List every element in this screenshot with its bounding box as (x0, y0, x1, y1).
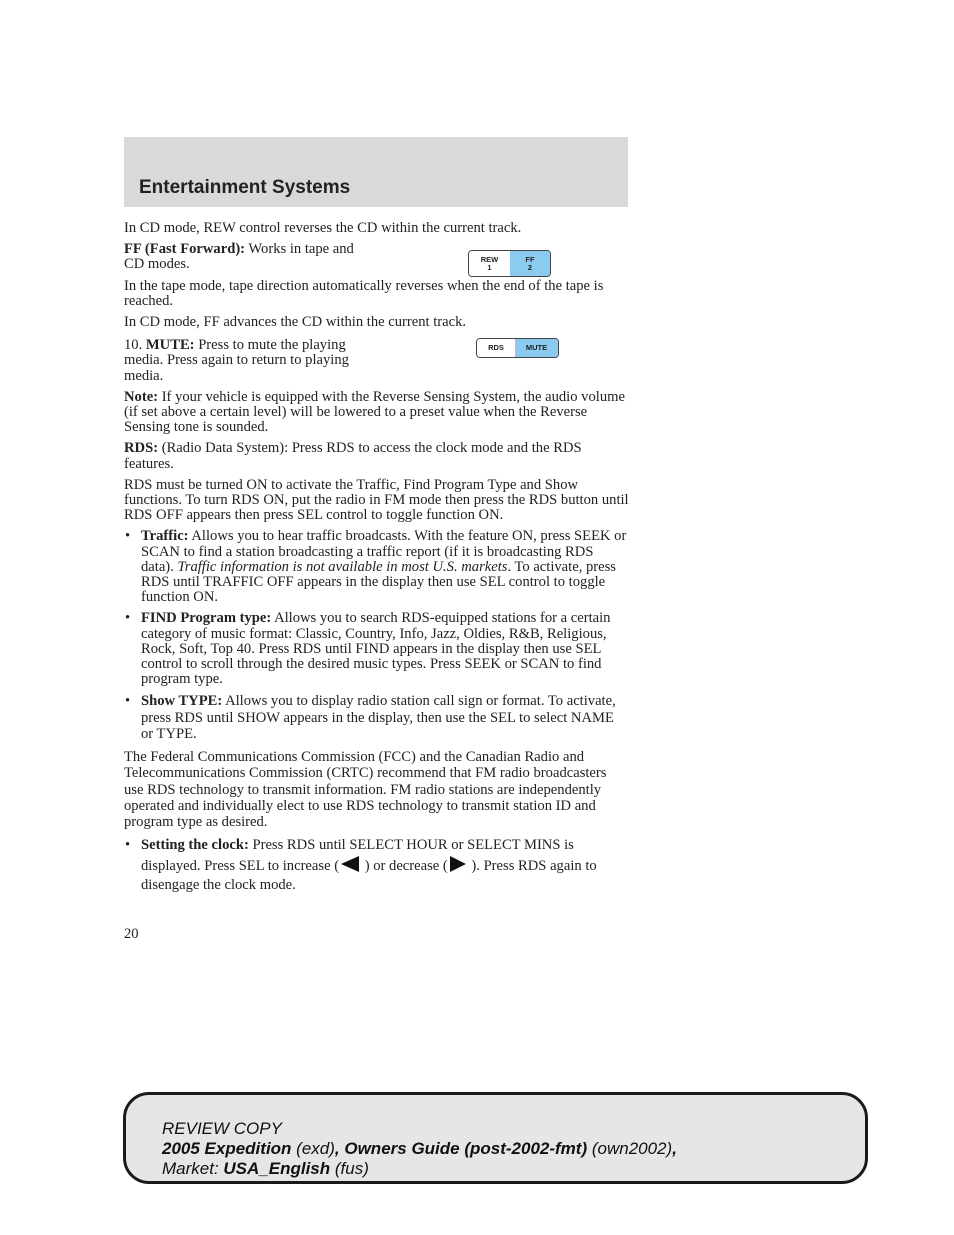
clock-text-2: ) or decrease ( (361, 857, 448, 874)
rds-button-label: RDS (488, 343, 504, 353)
ff-label: FF (Fast Forward): (124, 241, 246, 258)
note-label: Note: (124, 388, 159, 405)
note-paragraph (124, 390, 629, 436)
ff-paragraph (124, 242, 374, 272)
market-code: (fus) (330, 1159, 369, 1178)
rew-ff-button-diagram (468, 250, 551, 277)
mute-button (515, 339, 558, 357)
tape-ff-paragraph: In the tape mode, tape direction automatically reverses when the end of the tape is reached. (124, 277, 604, 309)
ff-button-label: FF (525, 254, 535, 264)
traffic-text-2: . To activate, press RDS until TRAFFIC OFF appears in the display then use SEL control to toggle function ON. (141, 558, 616, 606)
separator: , (334, 1139, 345, 1158)
traffic-label: Traffic: (141, 528, 189, 545)
guide-line (162, 1139, 677, 1159)
list-item-find (124, 611, 629, 687)
mute-number: 10. (124, 337, 146, 354)
rds-feature-list (124, 529, 629, 743)
footer-text (162, 1119, 677, 1179)
ff-row (124, 242, 629, 272)
rds-text: (Radio Data System): Press RDS to access the clock mode and the RDS features. (124, 440, 582, 472)
rew-button (469, 251, 510, 276)
rds-label: RDS: (124, 440, 159, 457)
mute-row (124, 338, 629, 384)
bullet-dot: • (125, 610, 131, 627)
find-label: FIND Program type: (141, 610, 272, 627)
market-name: USA_English (223, 1159, 331, 1178)
review-copy-line (162, 1119, 677, 1139)
rew-number: 1 (487, 262, 492, 272)
review-footer (123, 1092, 868, 1184)
review-copy: REVIEW COPY (162, 1119, 282, 1138)
find-text: Allows you to search RDS-equipped stations for a certain category of music format: Classic, Country, Info, Jazz, Oldies, R&B, Religious, Rock, Soft, Top 40. Press RDS until FIND appears in the display then use SEL control to scroll through the desired music types. Press SEEK or SCAN to find program type. (141, 610, 611, 688)
rew-label: REW (480, 254, 499, 264)
ff-text: Works in tape and CD modes. (124, 241, 354, 273)
cd-ff-paragraph: In CD mode, FF advances the CD within the current track. (124, 314, 467, 331)
section-header (124, 137, 628, 207)
separator: , (672, 1139, 677, 1158)
mute-button-label: MUTE (525, 343, 548, 353)
page-body (124, 221, 629, 902)
ff-number: 2 (527, 262, 533, 272)
rds-paragraph (124, 441, 629, 471)
clock-list (124, 836, 629, 896)
fcc-paragraph: The Federal Communications Commission (FCC) and the Canadian Radio and Telecommunications Commission (CRTC) recommend that FM radio broadcasters use RDS technology to transmit information. FM radio stations are independently operated and individually elect to use RDS technology to transmit station ID and program type as desired. (124, 748, 607, 831)
note-text: If your vehicle is equipped with the Reverse Sensing System, the audio volume (if set above a certain level) will be lowered to a preset value when the Reverse Sensing tone is sounded. (124, 388, 625, 436)
clock-text-3: ). Press RDS again to disengage the clock mode. (141, 857, 597, 894)
mute-text: Press to mute the playing media. Press again to return to playing media. (124, 337, 349, 384)
bullet-dot: • (125, 528, 131, 545)
show-text: Allows you to display radio station call sign or format. To activate, press RDS until SHOW appears in the display, then use the SEL to select NAME or TYPE. (141, 693, 616, 743)
clock-label: Setting the clock: (141, 837, 249, 854)
left-arrow-icon (341, 856, 359, 872)
list-item-clock (124, 836, 629, 896)
market-line (162, 1159, 677, 1179)
list-item-traffic (124, 529, 629, 605)
clock-text: Press RDS until SELECT HOUR or SELECT MINS is displayed. Press SEL to increase ( (141, 837, 574, 874)
rds-mute-button-diagram (476, 338, 559, 358)
list-item-show (124, 693, 629, 743)
cd-rew-paragraph: In CD mode, REW control reverses the CD within the current track. (124, 220, 522, 236)
guide-code: (own2002) (587, 1139, 673, 1158)
rds-button (477, 339, 515, 357)
guide-name: Owners Guide (post-2002-fmt) (344, 1139, 588, 1158)
market-label: Market: (162, 1159, 224, 1178)
mute-label: MUTE: (145, 337, 195, 354)
section-title: Entertainment Systems (139, 177, 351, 198)
rds-on-paragraph: RDS must be turned ON to activate the Traffic, Find Program Type and Show functions. To turn RDS ON, put the radio in FM mode then press the RDS button until RDS OFF appears then press SEL control to toggle function ON. (124, 476, 629, 524)
traffic-text: Allows you to hear traffic broadcasts. With the feature ON, press SEEK or SCAN to find a station broadcasting a traffic report (if it is broadcasting RDS data). (141, 528, 627, 575)
mute-paragraph (124, 338, 374, 384)
bullet-dot: • (125, 837, 131, 854)
page-number: 20 (124, 926, 139, 942)
ff-button (510, 251, 550, 276)
show-label: Show TYPE: (141, 693, 223, 710)
right-arrow-icon (450, 856, 466, 872)
model-name: 2005 Expedition (162, 1139, 292, 1158)
bullet-dot: • (125, 693, 131, 710)
traffic-note: Traffic information is not available in most U.S. markets (177, 558, 508, 575)
model-code: (exd) (291, 1139, 335, 1158)
